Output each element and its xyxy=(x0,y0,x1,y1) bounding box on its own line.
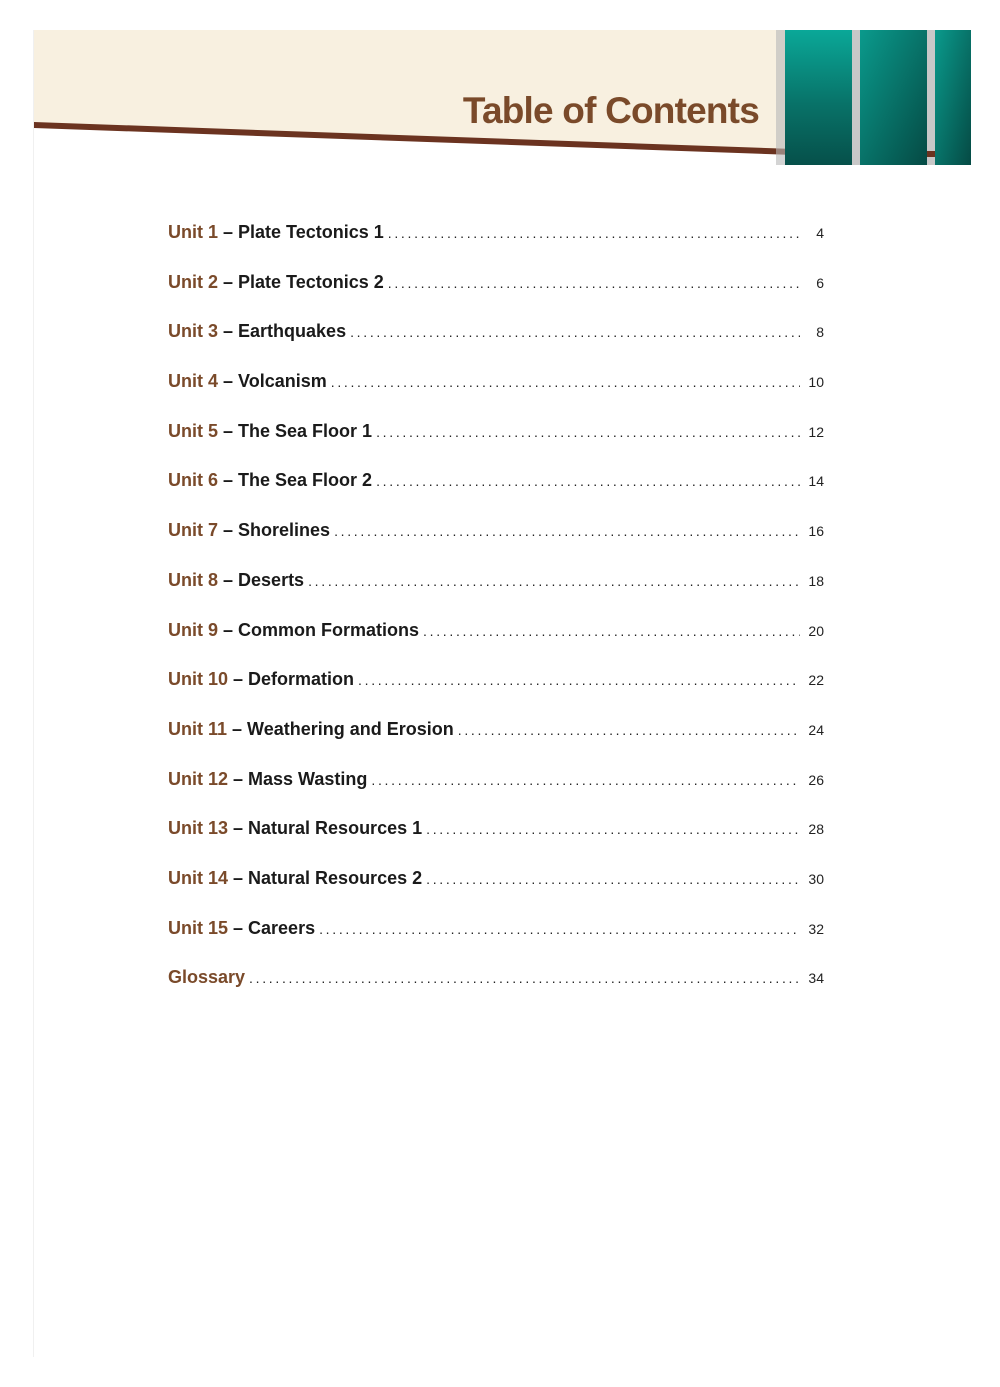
toc-entry[interactable] xyxy=(168,719,824,769)
toc-page-number: 34 xyxy=(808,970,824,987)
toc-separator: – xyxy=(227,718,248,739)
toc-leader-dots xyxy=(334,523,800,539)
toc-entry[interactable] xyxy=(168,620,824,670)
toc-leader-dots xyxy=(388,275,800,291)
toc-separator: – xyxy=(218,371,239,392)
toc-topic: Common Formations xyxy=(238,619,420,640)
toc-topic: Natural Resources 1 xyxy=(248,818,423,839)
toc-separator: – xyxy=(218,520,239,541)
toc-leader-dots xyxy=(426,821,800,837)
toc-unit-label: Unit 8 xyxy=(168,569,219,590)
toc-entry[interactable] xyxy=(168,371,824,421)
toc-leader-dots xyxy=(388,225,800,241)
toc-topic: Shorelines xyxy=(238,520,331,541)
toc-leader-dots xyxy=(358,672,800,688)
toc-page-number: 10 xyxy=(808,374,824,391)
toc-separator: – xyxy=(218,321,239,342)
toc-page-number: 32 xyxy=(808,920,824,937)
toc-entry[interactable] xyxy=(168,570,824,620)
toc-page-number: 24 xyxy=(808,721,824,738)
toc-entry[interactable] xyxy=(168,918,824,968)
toc-leader-dots xyxy=(371,772,800,788)
toc-page-number: 28 xyxy=(808,821,824,838)
toc-topic: The Sea Floor 1 xyxy=(238,420,373,441)
toc-unit-label: Unit 11 xyxy=(168,718,228,739)
toc-unit-label: Unit 7 xyxy=(168,520,219,541)
toc-page-number: 8 xyxy=(816,324,824,341)
toc-unit-label: Unit 3 xyxy=(168,321,219,342)
toc-leader-dots xyxy=(331,374,800,390)
toc-topic: Natural Resources 2 xyxy=(248,867,423,888)
toc-topic: Earthquakes xyxy=(238,321,347,342)
toc-topic: Careers xyxy=(248,917,316,938)
toc-entry[interactable] xyxy=(168,470,824,520)
toc-leader-dots xyxy=(376,424,800,440)
toc-leader-dots xyxy=(308,573,800,589)
toc-unit-label: Unit 6 xyxy=(168,470,219,491)
toc-entry[interactable] xyxy=(168,868,824,918)
toc-leader-dots xyxy=(350,324,800,340)
toc-page-number: 16 xyxy=(808,523,824,540)
toc-page-number: 14 xyxy=(808,473,824,490)
toc-entry[interactable] xyxy=(168,321,824,371)
toc-separator: – xyxy=(218,420,239,441)
toc-topic: The Sea Floor 2 xyxy=(238,470,373,491)
page-title: Table of Contents xyxy=(462,90,759,131)
toc-entry[interactable] xyxy=(168,520,824,570)
toc-separator: – xyxy=(218,222,239,242)
toc-leader-dots xyxy=(319,921,800,937)
toc-leader-dots xyxy=(426,871,800,887)
toc-unit-label: Unit 13 xyxy=(168,818,229,839)
toc-unit-label: Unit 10 xyxy=(168,669,229,690)
toc-page-number: 4 xyxy=(816,225,824,241)
teal-block-3 xyxy=(935,30,971,165)
toc-unit-label: Unit 12 xyxy=(168,768,229,789)
toc-topic: Plate Tectonics 1 xyxy=(238,222,384,242)
document-page xyxy=(33,30,971,1357)
toc-leader-dots xyxy=(458,722,800,738)
toc-unit-label: Unit 5 xyxy=(168,420,219,441)
toc-entry[interactable] xyxy=(168,769,824,819)
toc-page-number: 22 xyxy=(808,672,824,689)
toc-entry[interactable] xyxy=(168,421,824,471)
toc-unit-label: Unit 15 xyxy=(168,917,229,938)
toc-topic: Deserts xyxy=(238,569,305,590)
toc-page-number: 20 xyxy=(808,622,824,639)
toc-separator: – xyxy=(218,271,239,292)
toc-separator: – xyxy=(228,867,249,888)
toc-topic: Mass Wasting xyxy=(248,768,368,789)
toc-unit-label: Unit 2 xyxy=(168,271,219,292)
toc-separator: – xyxy=(228,917,249,938)
toc-page-number: 18 xyxy=(808,572,824,589)
teal-block-2 xyxy=(860,30,927,165)
toc-topic: Deformation xyxy=(248,669,355,690)
toc-unit-label: Unit 4 xyxy=(168,371,219,392)
toc-separator: – xyxy=(218,470,239,491)
toc-leader-dots xyxy=(376,473,800,489)
toc-page-number: 26 xyxy=(808,771,824,788)
toc-separator: – xyxy=(218,569,239,590)
toc-leader-dots xyxy=(423,623,800,639)
toc-leader-dots xyxy=(249,970,800,986)
toc-topic: Weathering and Erosion xyxy=(247,718,454,739)
toc-unit-label: Unit 9 xyxy=(168,619,219,640)
toc-page-number: 30 xyxy=(808,870,824,887)
teal-block-1 xyxy=(785,30,852,165)
toc-separator: – xyxy=(228,669,249,690)
toc-list xyxy=(168,222,824,1017)
header-banner xyxy=(34,30,971,170)
toc-separator: – xyxy=(228,768,249,789)
toc-unit-label: Unit 1 xyxy=(168,222,219,242)
toc-unit-label: Glossary xyxy=(168,967,246,988)
toc-separator: – xyxy=(228,818,249,839)
toc-entry[interactable] xyxy=(168,967,824,1017)
toc-page-number: 6 xyxy=(816,274,824,291)
toc-separator: – xyxy=(218,619,239,640)
toc-topic: Volcanism xyxy=(238,371,327,392)
toc-unit-label: Unit 14 xyxy=(168,867,229,888)
toc-entry[interactable] xyxy=(168,818,824,868)
toc-entry[interactable] xyxy=(168,669,824,719)
toc-entry[interactable] xyxy=(168,222,824,272)
toc-page-number: 12 xyxy=(808,423,824,440)
toc-entry[interactable] xyxy=(168,272,824,322)
toc-topic: Plate Tectonics 2 xyxy=(238,271,384,292)
